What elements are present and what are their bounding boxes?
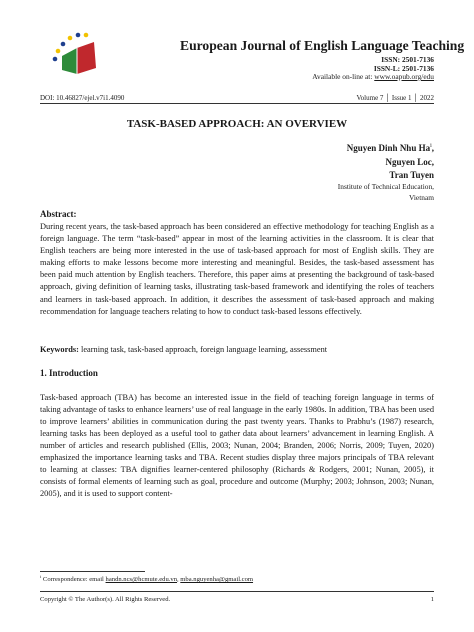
footer-divider [40, 591, 434, 592]
logo-star [56, 49, 61, 54]
journal-title: European Journal of English Language Teaching [180, 38, 465, 53]
abstract-heading: Abstract: [40, 209, 77, 219]
logo-star [84, 33, 89, 38]
footnote-mark: i [40, 574, 42, 579]
author-3: Tran Tuyen [389, 170, 434, 180]
footnote [40, 574, 253, 583]
logo-book-right [77, 42, 96, 74]
article-meta-row [40, 94, 434, 102]
affiliation-institute: Institute of Technical Education, [337, 182, 434, 191]
volume-info: Volume 7 │ Issue 1 │ 2022 [356, 94, 434, 102]
doi: DOI: 10.46827/ejel.v7i1.4090 [40, 94, 125, 102]
footnote-prefix: Correspondence: email [42, 576, 106, 584]
affiliation-country: Vietnam [408, 193, 434, 202]
issn-l: ISSN-L: 2501-7136 [373, 64, 434, 73]
issn: ISSN: 2501-7136 [381, 55, 434, 64]
logo-star [68, 36, 73, 41]
introduction-text: Task-based approach (TBA) has become an interested issue in the field of teaching foreign language in terms of taking advantage of tasks to enhance learners’ use of real language in the early 1980s. In addition, TBA has been used to improve learners’ abilities in communication during the past twenty years. Thanks to Prabhu’s (1987) research, learning tasks has been deployed as a useful tool to gather data about learners’ advancement in learning English. A number of articles and research published (Ellis, 2003; Nunan, 2004; Branden, 2006; Norris, 2009; Tuyen, 2020) emphasized the importance learning tasks and TBA. Recent studies display three majors principals of TBA relevant to learning at classes: TBA dignifies learner-centered philosophy (Richards & Rodgers, 2001; Nunan, 2005), it consists of formal elements of learning such as goal, procedure and outcome (Murphy; 2003; Johnson, 2003; Nunan, 2005), and it is used to support content- [40, 393, 434, 499]
section-heading-introduction: 1. Introduction [40, 368, 98, 378]
correspondence-mark: i [430, 143, 432, 149]
online-availability [312, 72, 434, 81]
keywords-label: Keywords: [40, 345, 79, 354]
keywords-list: learning task, task-based approach, foreign language learning, assessment [78, 345, 328, 354]
journal-logo [48, 26, 106, 78]
keywords [40, 344, 434, 356]
page-number: 1 [430, 596, 434, 603]
footnote-divider [40, 571, 145, 572]
logo-star [76, 33, 81, 38]
header-divider [40, 103, 434, 104]
author-suffix: , [431, 143, 434, 153]
article-title: TASK-BASED APPROACH: AN OVERVIEW [126, 118, 348, 130]
author-name: Nguyen Dinh Nhu Ha [346, 143, 431, 153]
copyright: Copyright © The Author(s). All Rights Reserved. [40, 596, 171, 603]
online-prefix: Available on-line at: [312, 72, 375, 81]
page-footer [40, 596, 434, 603]
author-2: Nguyen Loc, [385, 157, 434, 167]
author-1 [347, 143, 434, 153]
footnote-separator: , [177, 576, 181, 584]
logo-book-left [62, 48, 77, 74]
logo-star [53, 57, 58, 62]
journal-website-link[interactable]: www.oapub.org/edu [374, 72, 434, 81]
email-link-2[interactable]: mba.nguyenha@gmail.com [180, 576, 254, 584]
email-link-1[interactable]: handn.ncs@hcmute.edu.vn [105, 576, 177, 584]
abstract-text: During recent years, the task-based approach has been considered an effective methodology for teaching English as a foreign language. The term “task-based” appear in most of the learning activities in the classroom. It is clear that English teachers are being more interested in the use of task-based approach for most of English skills. They are making efforts to make lessons become more interesting and meaningful. Besides, the task-based assessment has been paid much attention by English teachers. Therefore, this paper aims at presenting the background of task-based approach, giving definition of learning tasks, illustrating task-based framework and identifying the roles of teachers and learners in task-based approach. In addition, it describes the assessment of task-based approach and making recommendation for language teachers relating to how to conduct task-based lessons effectively. [40, 222, 434, 316]
logo-star [61, 42, 66, 47]
